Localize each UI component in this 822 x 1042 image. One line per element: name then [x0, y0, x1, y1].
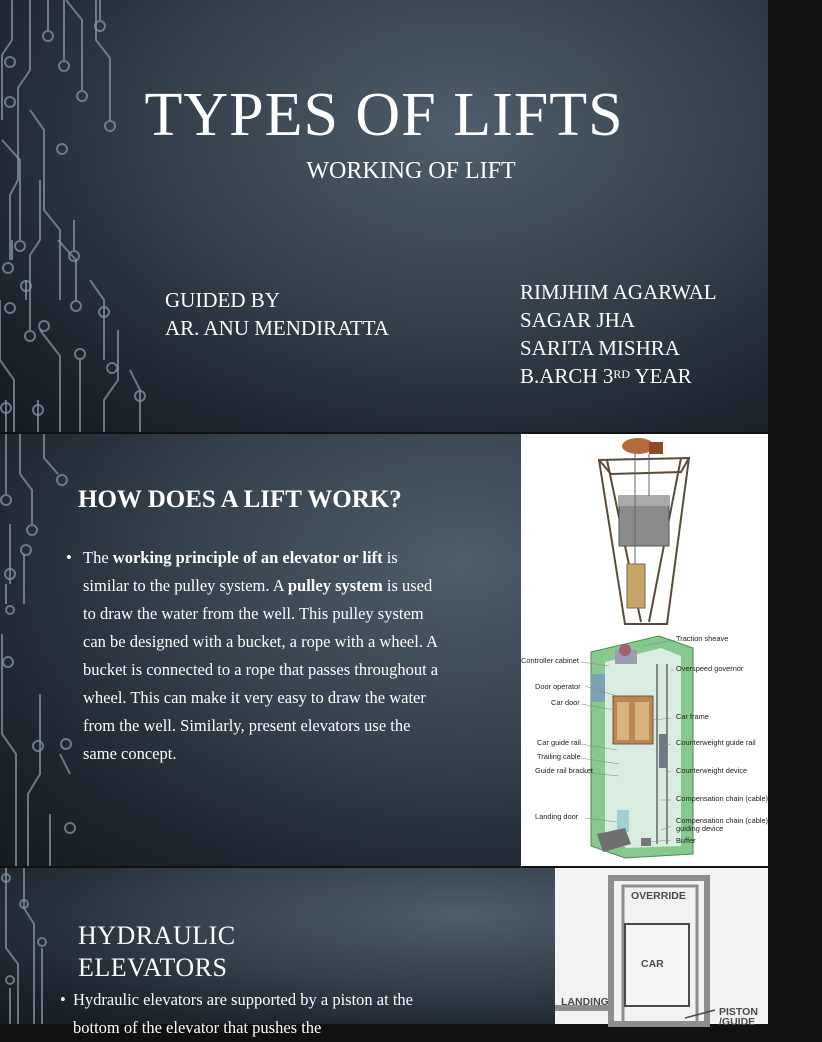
label-guide-rail-bracket: Guide rail bracket: [535, 766, 593, 775]
slide-title: TYPES OF LIFTS: [144, 81, 624, 149]
label-door-operator: Door operator: [535, 682, 581, 691]
label-compensation-guiding-2: guiding device: [676, 824, 724, 833]
label-traction-sheave: Traction sheave: [676, 634, 729, 643]
label-car-door: Car door: [551, 698, 580, 707]
slide-subtitle: WORKING OF LIFT: [306, 158, 516, 184]
lift-diagram: [521, 434, 768, 866]
member-name: SARITA MISHRA: [520, 336, 680, 360]
label-car-guide-rail: Car guide rail: [537, 738, 581, 747]
bullet-text: • Hydraulic elevators are supported by a piston at the bottom of the elevator that pushes the: [60, 986, 460, 1042]
label-trailing-cable: Trailing cable: [537, 752, 581, 761]
label-buffer: Buffer: [676, 836, 696, 845]
label-counterweight-device: Counterweight device: [676, 766, 748, 775]
bullet-glyph: •: [60, 990, 66, 1009]
team-block: [520, 278, 717, 390]
label-guide: /GUIDE: [719, 1016, 756, 1028]
title-slide: [0, 0, 768, 432]
label-counterweight-guide-rail: Counterweight guide rail: [676, 738, 756, 747]
label-compensation-guiding-1: Compensation chain (cable): [676, 816, 769, 825]
label-override: OVERRIDE: [631, 890, 686, 902]
slide-heading: HOW DOES A LIFT WORK?: [78, 486, 402, 513]
label-compensation-chain: Compensation chain (cable): [676, 794, 769, 803]
label-landing: LANDING: [561, 996, 609, 1008]
circuit-decoration: [0, 0, 160, 432]
hydraulic-elevators-slide: [0, 868, 768, 1037]
label-car: CAR: [641, 958, 664, 970]
member-name: SAGAR JHA: [520, 308, 635, 332]
member-name: RIMJHIM AGARWAL: [520, 280, 717, 304]
label-overspeed-governor: Overspeed governor: [676, 664, 744, 673]
guided-by-block: [165, 286, 389, 342]
bullet-glyph: •: [66, 548, 72, 567]
how-lift-works-slide: [0, 434, 768, 866]
label-landing-door: Landing door: [535, 812, 579, 821]
course-year: B.ARCH 3RD YEAR: [520, 364, 692, 388]
guide-name: AR. ANU MENDIRATTA: [165, 316, 390, 340]
slide-heading: HYDRAULIC ELEVATORS: [78, 921, 236, 982]
guided-by-label: GUIDED BY: [165, 288, 280, 312]
label-controller-cabinet: Controller cabinet: [521, 656, 579, 665]
bullet-text: • The working principle of an elevator or lift is similar to the pulley system. A pulley system is used to draw the water from the well. This pulley system can be designed with a bucket, a rope with a wheel. A bucket is connected to a rope that passes throughout a wheel. This can make it very easy to draw the water from the well. Similarly, present elevators use the same concept.: [66, 544, 446, 768]
label-piston: PISTON: [719, 1006, 758, 1018]
label-car-frame: Car frame: [676, 712, 709, 721]
hydraulic-diagram: [555, 868, 768, 1028]
